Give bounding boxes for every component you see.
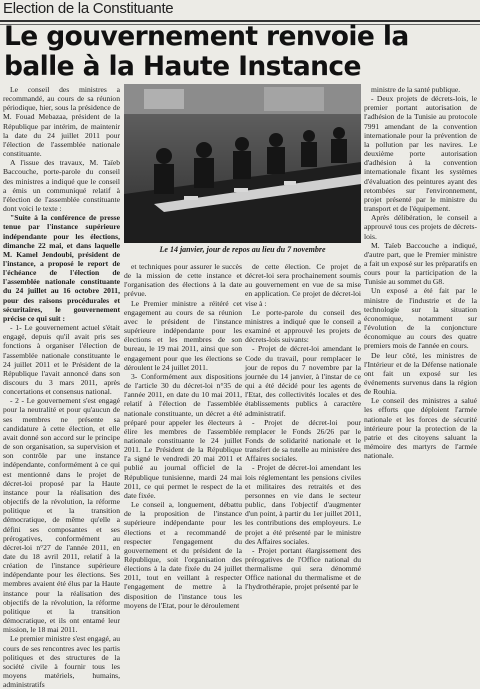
article-column-3 [245,262,361,592]
article-column-2 [124,262,242,610]
article-column-4 [364,85,477,521]
article-paragraph: Le conseil des ministres a salué les efforts que déploient l'armée nationale et les forces de sécurité intérieure pour la protection de la patrie et des citoyens saluant la mémoire des martyrs de l'armée nationale. [364,396,477,461]
article-paragraph: M. Taïeb Baccouche a indiqué, d'autre part, que le Premier ministre a fait un exposé sur les préparatifs en cours pour la participation de la Tunisie au sommet du G8. [364,240,477,287]
article-column-1 [3,85,120,689]
article-paragraph: De leur côté, les ministres de l'Intérieur et de la Défense nationale ont fait un exposé sur les événements survenus dans la région de Rouhia. [364,350,477,397]
article-paragraph: - Projet de décret-loi pour remplacer le Fonds 26/26 par le Fonds de solidarité nationale et le transfert de sa tutelle au ministère des Affaires sociales. [245,417,361,464]
meeting-photo-illustration [124,84,361,243]
article-paragraph: - Deux projets de décrets-lois, le premier portant autorisation de l'adhésion de la Tunisie au protocole 7991 amendant de la convention internationale pour la prévention de la pollution par les navires. Le deuxième porte autorisation d'adhésion à la convention internationale fixant les systèmes d'évaluation des peintures ayant des retombées sur l'environnement, projet présenté par le ministre du transport et de l'équipement. [364,94,477,214]
article-paragraph: - Projet de décret-loi amendant les lois réglementant les pensions civiles et militaires des retraités et des personnes en vie dans le secteur public, dans l'objectif d'augmenter d'un point, à partir du 1er juillet 2011, les contributions des employeurs. Le projet a été présenté par le ministre des Affaires sociales. [245,463,361,546]
article-paragraph: Le conseil a, longuement, débattu de la proposition de l'instance supérieure indépendante pour les élections et a recommandé de respecter l'engagement du gouvernement et du président de la République, soit l'organisation des élections à la date fixée du 24 juillet 2011, tout en veillant à respecter l'engagement de mettre à la disposition de l'instance tous les moyens de l'Etat, pour le déroulement [124,500,242,610]
article-paragraph: et techniques pour assurer le succès de la mission de cette instance et l'organisation des élections à la date prévue. [124,262,242,299]
article-paragraph: ministre de la santé publique. [371,85,461,94]
article-paragraph: Après délibération, le conseil a approuvé tous ces projets de décrets-lois. [364,213,477,241]
article-paragraph: - 2 - Le gouvernement s'est engagé pour la neutralité et pour qu'aucun de ses membres ne présente sa candidature à cette élection, et elle avait donné son accord sur le principe de son organisation, sa supervision et son contrôle par une instance indépendante, conformément à ce qui est mentionné dans le projet de décret-loi proposé par la Haute instance pour la réalisation des objectifs de la révolution, la réforme politique et la transition démocratique, de même qu'elle a défini ses composantes et ses prérogatives, conformément au décret-loi n°27 de l'année 2011, en date du 18 avril 2011, relatif à la création de l'instance supérieure indépendante pour les élections. Ses membres avaient été élus par la Haute instance pour la réalisation des objectifs de la révolution, la réforme politique et la transition démocratique, et ils ont entamé leur mission, le 18 mai 2011. [3,396,120,635]
headline: Le gouvernement renvoie la balle à la Haute Instance [4,21,409,82]
news-photo [124,84,361,243]
article-paragraph: Le premier ministre s'est engagé, au cours de ses rencontres avec les partis politiques et des structures de la société civile à fournir tous les moyens matériels, humains, administratifs [3,634,120,689]
section-kicker: Election de la Constituante [3,0,174,17]
article-paragraph: - Projet de décret-loi amendant le Code du travail, pour remplacer le jour de repos du 7 novembre par la journée du 14 janvier, à l'instar de ce qui a été décidé pour les agents de l'Etat, des collectivités locales et des établissements publics à caractère administratif. [245,344,361,418]
article-paragraph: Le Premier ministre a réitéré cet engagement au cours de sa réunion avec le président de l'instance supérieure indépendante pour les élections et les membres de son bureau, le 19 mai 2011, ainsi que son engagement pour que les élections se déroulent le 24 juillet 2011. [124,298,242,372]
article-paragraph: Un exposé a été fait par le ministre de l'industrie et de la technologie sur la situation économique, notamment sur l'évolution de la conjoncture économique au cours des quatre premiers mois de l'année en cours. [364,286,477,351]
article-paragraph: - 1- Le gouvernement actuel s'était engagé, depuis qu'il avait pris ses fonctions à organiser l'élection de l'assemblée nationale constituante le 24 juillet 2011 et le Président de la République l'avait annoncé dans son discours du 3 mars 2011, après concertations et consensus national. [3,323,120,397]
article-paragraph: 3- Conformément aux dispositions de l'article 30 du décret-loi n°35 de l'année 2011, en date du 10 mai 2011, relatif à l'élection de l'assemblée nationale constituante, un décret a été préparé pour appeler les électeurs à élire les membres de l'assemblée nationale constituante le 24 juillet 2011. Le Président de la République l'a signé le vendredi 20 mai 2011 et publié au journal officiel de la République tunisienne, mardi 24 mai 2011, ce qui permet le respect de la date fixée. [124,371,242,500]
article-paragraph: Le conseil des ministres a recommandé, au cours de sa réunion périodique, hier, sous la présidence de M. Fouad Mebazaa, président de la République par intérim, de maintenir la date du 24 juillet 2011 pour l'élection de l'assemblée nationale constituante. [3,85,120,159]
photo-caption: Le 14 janvier, jour de repos au lieu du 7 novembre [159,245,326,254]
article-paragraph: - Projet portant élargissement des prérogatives de l'Office national du thermalisme qui sera dénommé Office national du thermalisme et de l'hydrothérapie, projet présenté par le [245,545,361,592]
article-paragraph: A l'issue des travaux, M. Taïeb Baccouche, porte-parole du conseil des ministres a indiqué que le conseil a émis un communiqué relatif à l'élection de l'assemblée constituante dont voici le texte : [3,158,120,214]
article-paragraph: Le porte-parole du conseil des ministres a indiqué que le conseil a examiné et approuvé les projets de décrets-lois suivants: [245,307,361,345]
article-paragraph: "Suite à la conférence de presse tenue par l'instance supérieure indépendante pour les élections, dimanche 22 mai, et dans laquelle M. Kamel Jendoubi, président de l'instance, a proposé le report de l'échéance de l'élection de l'assemblée nationale constituante du 24 juillet au 16 octobre 2011, pour des raisons procédurales et sécuritaires, le gouvernement précise ce qui suit : [3,213,120,323]
article-paragraph: de cette élection. Ce projet de décret-loi sera prochainement soumis au gouvernement en vue de sa mise en application. Ce projet de décret-loi vise à : [245,262,361,308]
